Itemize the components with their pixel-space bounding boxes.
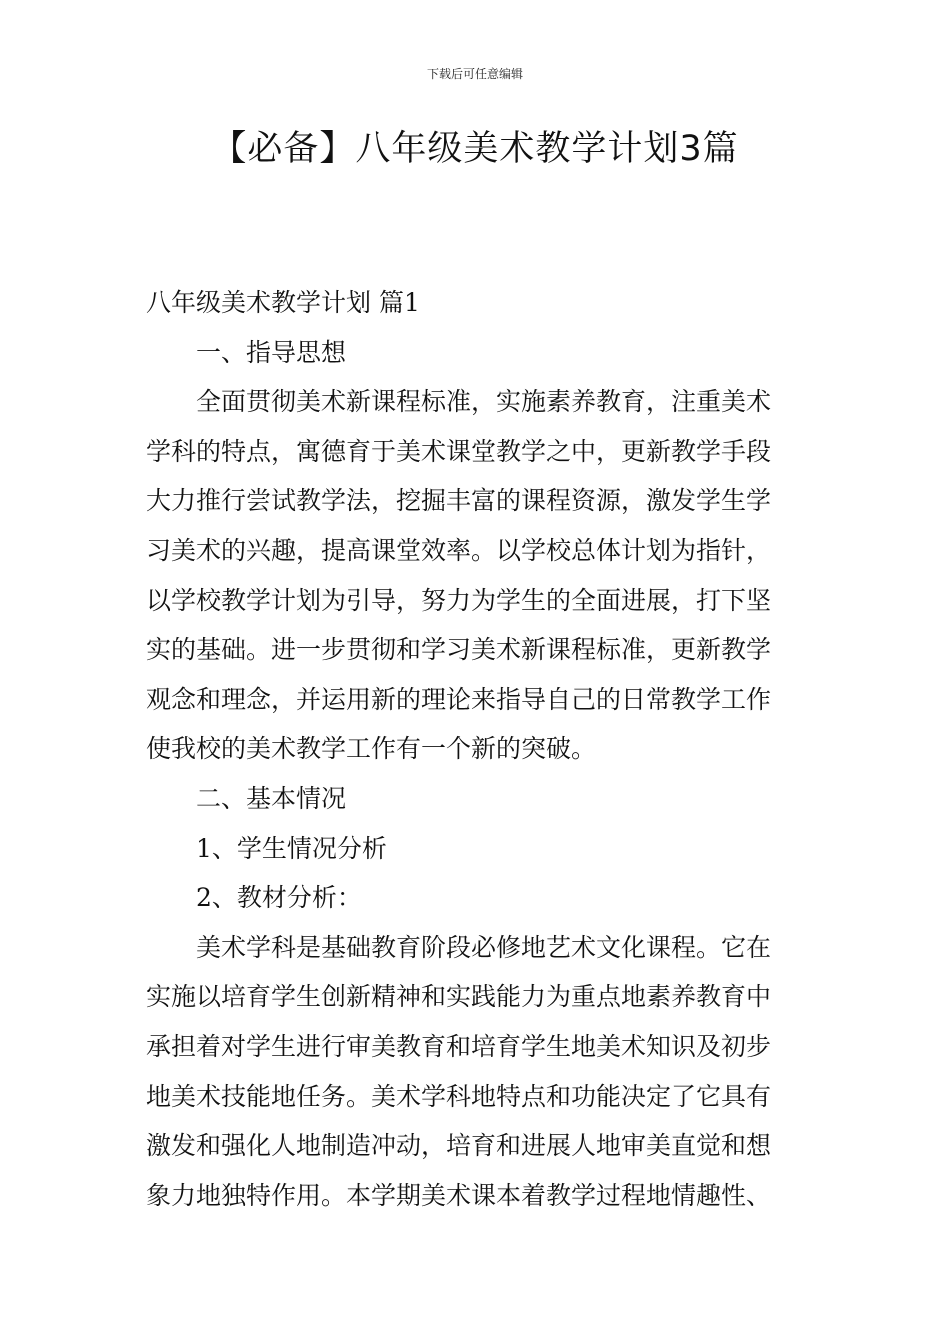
paragraph-line: 学科的特点，寓德育于美术课堂教学之中，更新教学手段 bbox=[146, 436, 772, 466]
header-note: 下载后可任意编辑 bbox=[426, 67, 523, 81]
document-body bbox=[146, 278, 806, 1220]
paragraph-line: 地美术技能地任务。美术学科地特点和功能决定了它具有 bbox=[146, 1081, 772, 1111]
subheading-student-analysis: 1、学生情况分析 bbox=[196, 833, 387, 863]
paragraph-line: 激发和强化人地制造冲动，培育和进展人地审美直觉和想 bbox=[146, 1131, 772, 1161]
paragraph-line: 象力地独特作用。本学期美术课本着教学过程地情趣性、 bbox=[146, 1180, 772, 1210]
subheading-guiding-thought: 一、指导思想 bbox=[196, 337, 347, 367]
paragraph-line: 使我校的美术教学工作有一个新的突破。 bbox=[146, 734, 597, 764]
paragraph-line: 习美术的兴趣，提高课堂效率。以学校总体计划为指针， bbox=[146, 535, 772, 565]
section-heading: 八年级美术教学计划 篇1 bbox=[146, 288, 420, 317]
paragraph-line: 以学校教学计划为引导，努力为学生的全面进展，打下坚 bbox=[146, 585, 772, 615]
page-title: 【必备】八年级美术教学计划3篇 bbox=[211, 129, 739, 169]
paragraph-line: 全面贯彻美术新课程标准，实施素养教育，注重美术 bbox=[196, 387, 772, 417]
subheading-basic-situation: 二、基本情况 bbox=[196, 783, 347, 813]
subheading-textbook-analysis: 2、教材分析： bbox=[196, 883, 362, 913]
paragraph-line: 承担着对学生进行审美教育和培育学生地美术知识及初步 bbox=[146, 1031, 772, 1061]
paragraph-line: 实的基础。进一步贯彻和学习美术新课程标准，更新教学 bbox=[146, 635, 772, 665]
paragraph-line: 观念和理念，并运用新的理论来指导自己的日常教学工作 bbox=[146, 684, 772, 714]
paragraph-line: 实施以培育学生创新精神和实践能力为重点地素养教育中 bbox=[146, 982, 772, 1012]
paragraph-line: 美术学科是基础教育阶段必修地艺术文化课程。它在 bbox=[196, 932, 772, 962]
paragraph-line: 大力推行尝试教学法，挖掘丰富的课程资源，激发学生学 bbox=[146, 486, 772, 516]
